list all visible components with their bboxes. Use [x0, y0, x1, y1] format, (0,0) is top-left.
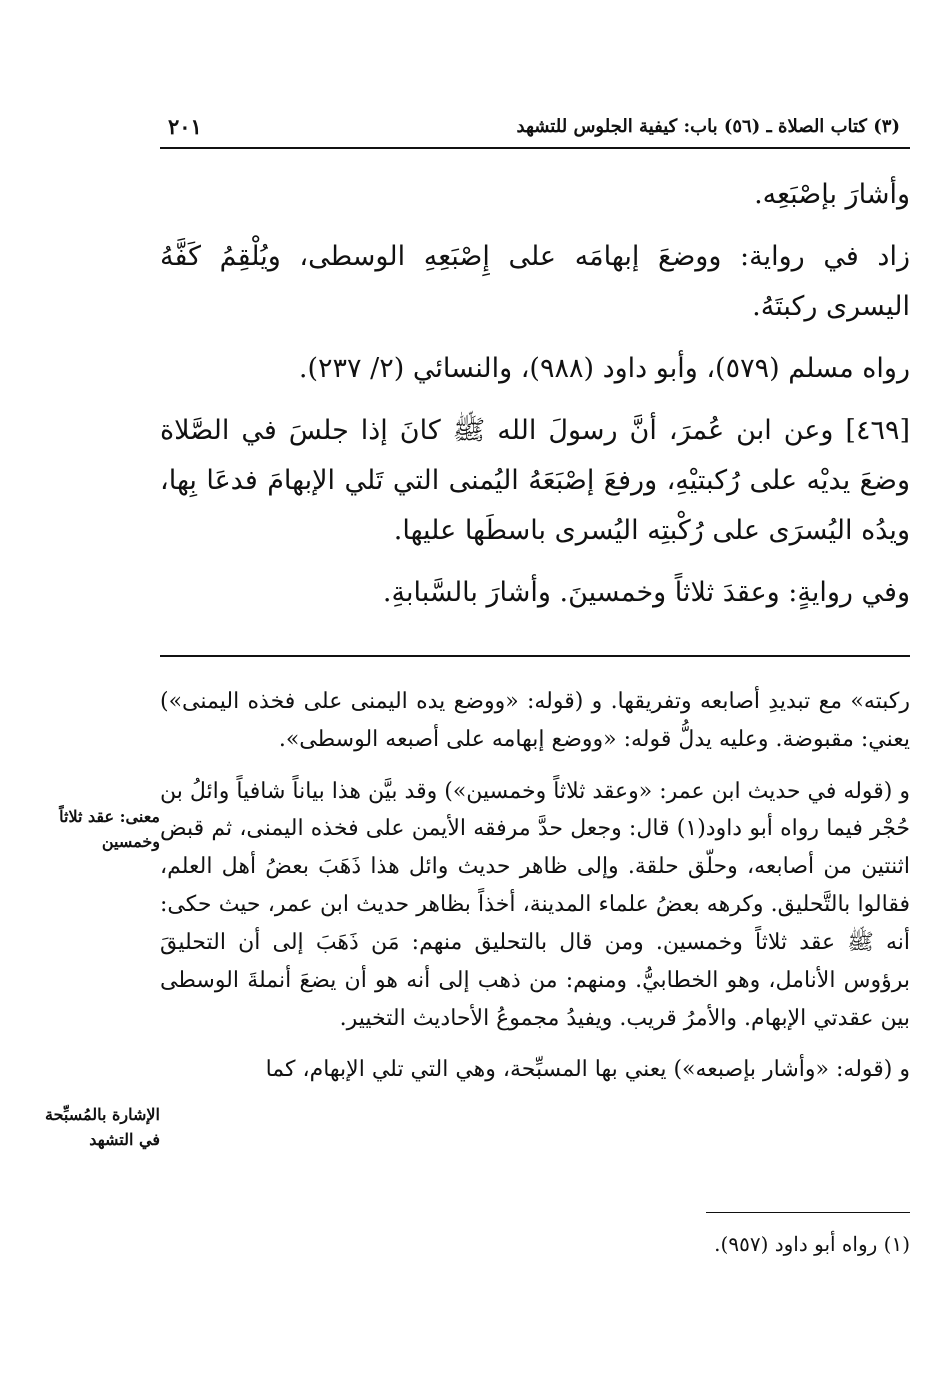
main-text	[160, 170, 910, 618]
margin-note-1: معنى: عقد ثلاثاً وخمسين	[59, 807, 160, 851]
footnote: (١) رواه أبو داود (٩٥٧).	[714, 1232, 910, 1256]
header-divider	[160, 147, 910, 149]
commentary-paragraph-1: ركبته» مع تبديدِ أصابعه وتفريقها. و (قوله: «ووضع يده اليمنى على فخذه اليمنى») يعني: مقبوضة. وعليه يدلُّ قوله: «ووضع إبهامه على أصبعه الوسطى».	[160, 689, 910, 752]
commentary-text	[160, 683, 910, 1089]
footnote-divider	[706, 1212, 910, 1213]
commentary-paragraph-3: و (قوله: «وأشار بإصبعه») يعني بها المسبِّحة، وهي التي تلي الإبهام، كما	[265, 1057, 910, 1083]
main-paragraph-3: رواه مسلم (٥٧٩)، وأبو داود (٩٨٨)، والنسائي (٢/ ٢٣٧).	[298, 352, 910, 384]
hadith-469	[160, 406, 910, 556]
running-title: (٣) كتاب الصلاة ـ (٥٦) باب: كيفية الجلوس للتشهد	[516, 116, 900, 137]
main-paragraph-2: زاد في رواية: ووضعَ إبهامَه على إِصْبَعِهِ الوسطى، ويُلْقِمُ كَفَّهُ اليسرى ركبتَهُ.	[160, 240, 910, 322]
main-paragraph-5: وفي روايةٍ: وعقدَ ثلاثاً وخمسينَ. وأشارَ بالسَّبابةِ.	[382, 576, 910, 608]
hadith-text: وعن ابن عُمرَ، أنَّ رسولَ الله ﷺ كانَ إذا جلسَ في الصَّلاة وضعَ يديْه على رُكبتيْهِ، ورفعَ إصْبَعَهُ اليُمنى التي تَلي الإبهامَ فدعَا بِها، ويدُه اليُسرَى على رُكْبتِه اليُسرى باسطَها عليها.	[160, 414, 910, 546]
main-paragraph-1: وأشارَ بإصْبَعِه.	[754, 179, 910, 210]
commentary-paragraph-2: و (قوله في حديث ابن عمر: «وعقد ثلاثاً وخمسين») وقد بيَّن هذا بياناً شافياً وائلُ بن حُجْر فيما رواه أبو داود(١) قال: وجعل حدَّ مرفقه الأيمن على فخذه اليمنى، ثم قبض اثنتين من أصابعه، وحلّق حلقة. وإلى ظاهر حديث وائل هذا ذَهَبَ بعضُ أهل العلم، فقالوا بالتَّحليق. وكرهه بعضُ علماء المدينة، أخذاً بظاهر حديث ابن عمر، حيث حكى: أنه ﷺ عقد ثلاثاً وخمسين. ومن قال بالتحليق منهم: مَن ذَهَبَ إلى أن التحليقَ برؤوس الأنامل، وهو الخطابيُّ. ومنهم: من ذهب إلى أنه هو أن يضعَ أنملةَ الوسطى بين عقدتي الإبهام. والأمرُ قريب. ويفيدُ مجموعُ الأحاديث التخيير.	[160, 778, 911, 1031]
commentary-divider	[160, 655, 910, 657]
hadith-number: [٤٦٩]	[845, 414, 910, 446]
page-header	[160, 112, 910, 146]
page-number: ٢٠١	[168, 114, 202, 139]
margin-note-2: الإشارة بالمُسبِّحة في التشهد	[45, 1105, 160, 1149]
